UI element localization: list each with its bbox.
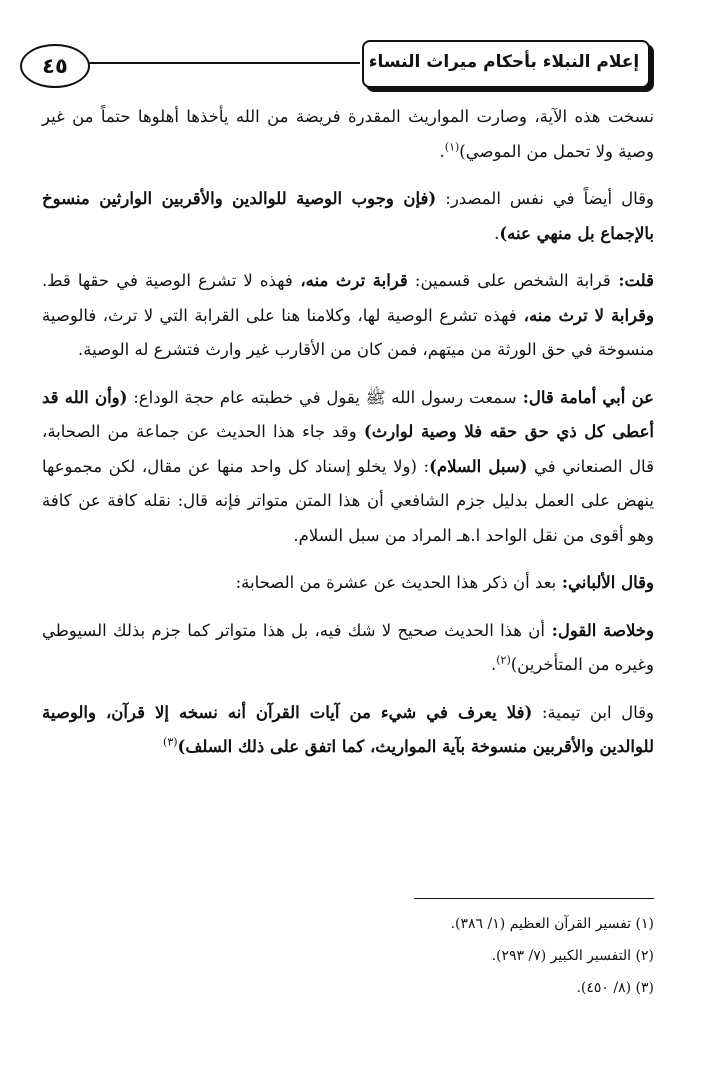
footnote-rule: [414, 898, 654, 899]
bold-text: (فلا يعرف في شيء من آيات القرآن أنه نسخه إلا قرآن، والوصية للوالدين والأقربين منسوخة بآية المواريث، كما اتفق على ذلك السلف): [42, 702, 654, 756]
bold-text: قلت:: [610, 271, 655, 290]
running-header-title: إعلام النبلاء بأحكام ميراث النساء: [368, 52, 640, 72]
footnote-reference: (٢): [496, 653, 511, 667]
bold-text: (سبل السلام): [429, 456, 528, 476]
paragraph: [42, 696, 654, 765]
body-text-run: وقال أيضاً في نفس المصدر:: [436, 189, 654, 208]
body-text-run: .: [439, 141, 445, 161]
body-text-run: فهذه تشرع الوصية لها، وكلامنا هنا على القرابة التي لا ترث، فالوصية منسوخة في حق الورثة من ميتهم، فمن كان من الأقارب غير وارث فتشرع له الوصية.: [42, 305, 654, 359]
footnote-reference: (٣): [163, 735, 178, 749]
body-text: [42, 100, 654, 778]
paragraph: [42, 182, 654, 251]
paragraph: [42, 614, 654, 683]
body-text-run: قرابة الشخص على قسمين:: [407, 271, 611, 290]
paragraph: [42, 264, 654, 368]
footnote: (٣) (٨/ ٤٥٠).: [576, 980, 654, 996]
bold-text: وقرابة لا ترث منه،: [516, 305, 655, 325]
footnote: (٢) التفسير الكبير (٧/ ٢٩٣).: [491, 948, 654, 964]
body-text-run: .: [494, 223, 500, 243]
bold-text: (فإن وجوب الوصية للوالدين والأقربين الوارثين منسوخ بالإجماع بل منهي عنه): [42, 189, 654, 243]
body-text-run: أن هذا الحديث صحيح لا شك فيه، بل هذا متواتر كما جزم بذلك السيوطي وغيره من المتأخرين): [42, 620, 654, 674]
footnote: (١) تفسير القرآن العظيم (١/ ٣٨٦).: [450, 916, 654, 932]
bold-text: قرابة ترث منه،: [292, 271, 408, 290]
header-rule: [88, 62, 360, 64]
body-text-run: نسخت هذه الآية، وصارت المواريث المقدرة فريضة من الله يأخذها أهلوها حتماً من غير وصية ولا تحمل من الموصي): [42, 107, 654, 161]
paragraph: [42, 566, 654, 601]
paragraph: [42, 381, 654, 554]
body-text-run: فهذه لا تشرع الوصية في حقها قط.: [42, 271, 293, 290]
body-text-run: وقد جاء هذا الحديث عن جماعة من الصحابة، قال الصنعاني في: [42, 422, 654, 476]
bold-text: عن أبي أمامة قال:: [516, 387, 654, 407]
page-number: ٤٥: [42, 54, 68, 78]
paragraph: [42, 100, 654, 169]
body-text-run: : (ولا يخلو إسناد كل واحد منها عن مقال، لكن مجموعها ينهض على العمل بدليل جزم الشافعي أن هذا المتن متواتر فإنه قال: نقله كافة عن كافة وهو أقوى من نقل الواحد ا.هـ المراد من سبل السلام.: [42, 456, 654, 545]
body-text-run: بعد أن ذكر هذا الحديث عن عشرة من الصحابة:: [235, 573, 557, 592]
body-text-run: وقال ابن تيمية:: [532, 702, 654, 722]
footnote-reference: (١): [444, 140, 460, 153]
body-text-run: .: [490, 655, 497, 674]
body-text-run: سمعت رسول الله ﷺ يقول في خطبته عام حجة الوداع:: [127, 387, 517, 407]
bold-text: وقال الألباني:: [556, 573, 654, 592]
footnotes: [300, 908, 654, 1004]
bold-text: وخلاصة القول:: [545, 620, 654, 640]
bold-text: (وأن الله قد أعطى كل ذي حق حقه فلا وصية لوارث): [42, 387, 655, 441]
